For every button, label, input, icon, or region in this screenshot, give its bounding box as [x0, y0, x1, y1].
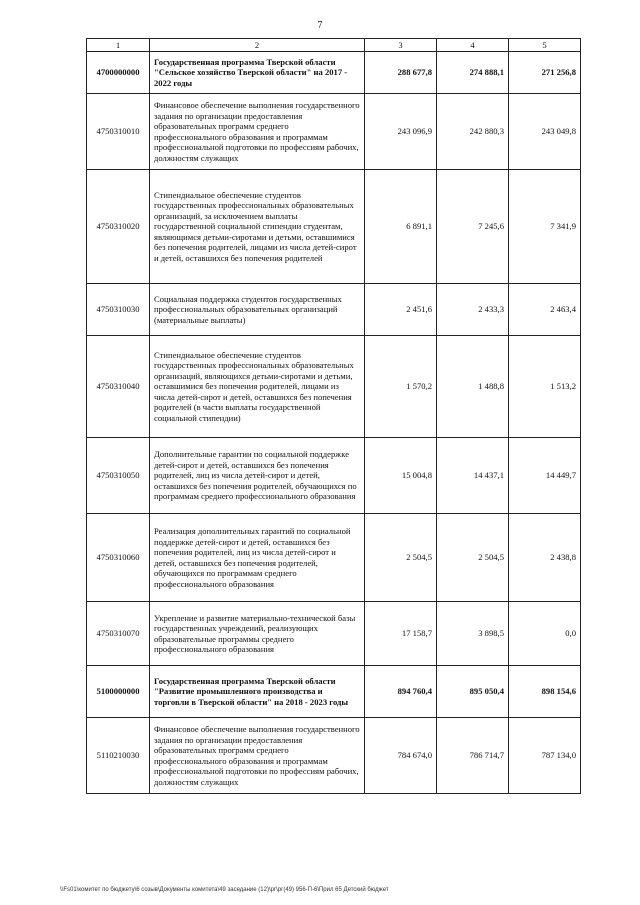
table-row [87, 170, 581, 284]
header-cell-3: 3 [365, 39, 437, 52]
row-code: 5100000000 [87, 666, 150, 718]
header-cell-5: 5 [509, 39, 581, 52]
row-code: 4750310010 [87, 94, 150, 170]
row-code: 4750310040 [87, 336, 150, 438]
row-value-year3: 787 134,0 [509, 718, 581, 794]
row-description: Финансовое обеспечение выполнения государственного задания по организации предоставления образовательных программ среднего профессионального образования и программам профессиональной подготовки по профессиям рабочих, должностям служащих [150, 718, 365, 794]
row-value-year3: 14 449,7 [509, 438, 581, 514]
row-value-year3: 0,0 [509, 602, 581, 666]
row-code: 4750310030 [87, 284, 150, 336]
row-value-year3: 1 513,2 [509, 336, 581, 438]
row-value-year2: 274 888,1 [437, 52, 509, 94]
table-row [87, 666, 581, 718]
table-row [87, 438, 581, 514]
row-description: Государственная программа Тверской области "Развитие промышленного производства и торговли в Тверской области" на 2018 - 2023 годы [150, 666, 365, 718]
row-code: 4750310050 [87, 438, 150, 514]
row-description: Дополнительные гарантии по социальной поддержке детей-сирот и детей, оставшихся без попечения родителей, лиц из числа детей-сирот и детей, оставшихся без попечения родителей, обучающихся по программам среднего профессионального образования [150, 438, 365, 514]
row-value-year1: 2 451,6 [365, 284, 437, 336]
header-cell-1: 1 [87, 39, 150, 52]
row-description: Стипендиальное обеспечение студентов государственных профессиональных образовательных организаций, за исключением выплаты государственной социальной стипендии студентам, являющимся детьми-сиротами и детьми, оставшимися без попечения родителей, лицами из числа детей-сирот и детей, оставшихся без попечения родителей [150, 170, 365, 284]
row-code: 4700000000 [87, 52, 150, 94]
row-value-year1: 1 570,2 [365, 336, 437, 438]
row-value-year3: 2 438,8 [509, 514, 581, 602]
row-value-year3: 2 463,4 [509, 284, 581, 336]
row-value-year1: 2 504,5 [365, 514, 437, 602]
table-row [87, 602, 581, 666]
row-description: Финансовое обеспечение выполнения государственного задания по организации предоставления образовательных программ среднего профессионального образования и программам профессиональной подготовки по профессиям рабочих, должностям служащих [150, 94, 365, 170]
row-value-year3: 898 154,6 [509, 666, 581, 718]
row-description: Укрепление и развитие материально-технической базы государственных учреждений, реализующих образовательные программы среднего профессионального образования [150, 602, 365, 666]
row-value-year1: 243 096,9 [365, 94, 437, 170]
row-value-year1: 17 158,7 [365, 602, 437, 666]
row-value-year3: 271 256,8 [509, 52, 581, 94]
table-row [87, 94, 581, 170]
page-number: 7 [317, 20, 323, 31]
table-row [87, 336, 581, 438]
row-value-year3: 7 341,9 [509, 170, 581, 284]
row-value-year2: 1 488,8 [437, 336, 509, 438]
row-value-year1: 894 760,4 [365, 666, 437, 718]
row-code: 5110210030 [87, 718, 150, 794]
row-value-year3: 243 049,8 [509, 94, 581, 170]
header-cell-4: 4 [437, 39, 509, 52]
row-description: Стипендиальное обеспечение студентов государственных профессиональных образовательных организаций, являющихся детьми-сиротами и детьми, оставшимися без попечения родителей, лицами из числа детей-сирот и детей, оставшихся без попечения родителей (в части выплаты государственной социальной стипендии) [150, 336, 365, 438]
row-description: Реализация дополнительных гарантий по социальной поддержке детей-сирот и детей, оставшихся без попечения родителей, лиц из числа детей-сирот и детей, оставшихся без попечения родителей, обучающихся по программам среднего профессионального образования [150, 514, 365, 602]
table-header-row [87, 39, 581, 52]
budget-table [86, 38, 581, 794]
row-code: 4750310020 [87, 170, 150, 284]
file-path-footer: \\Fs01\комитет по бюджету\6 созыв\Документы комитета\49 заседание (12)\рг\рг(49) 956-П-6\Прил 65 Детский бюджет [60, 887, 389, 893]
row-value-year1: 288 677,8 [365, 52, 437, 94]
row-value-year2: 895 050,4 [437, 666, 509, 718]
row-value-year2: 2 504,5 [437, 514, 509, 602]
row-code: 4750310060 [87, 514, 150, 602]
row-value-year1: 15 004,8 [365, 438, 437, 514]
row-value-year2: 2 433,3 [437, 284, 509, 336]
row-value-year2: 14 437,1 [437, 438, 509, 514]
row-value-year1: 6 891,1 [365, 170, 437, 284]
table-row [87, 718, 581, 794]
row-value-year2: 786 714,7 [437, 718, 509, 794]
row-description: Государственная программа Тверской области "Сельское хозяйство Тверской области" на 2017 - 2022 годы [150, 52, 365, 94]
row-value-year1: 784 674,0 [365, 718, 437, 794]
row-description: Социальная поддержка студентов государственных профессиональных образовательных организаций (материальные выплаты) [150, 284, 365, 336]
table-row [87, 284, 581, 336]
row-code: 4750310070 [87, 602, 150, 666]
header-cell-2: 2 [150, 39, 365, 52]
row-value-year2: 3 898,5 [437, 602, 509, 666]
row-value-year2: 7 245,6 [437, 170, 509, 284]
table-row [87, 514, 581, 602]
table-row [87, 52, 581, 94]
row-value-year2: 242 880,3 [437, 94, 509, 170]
